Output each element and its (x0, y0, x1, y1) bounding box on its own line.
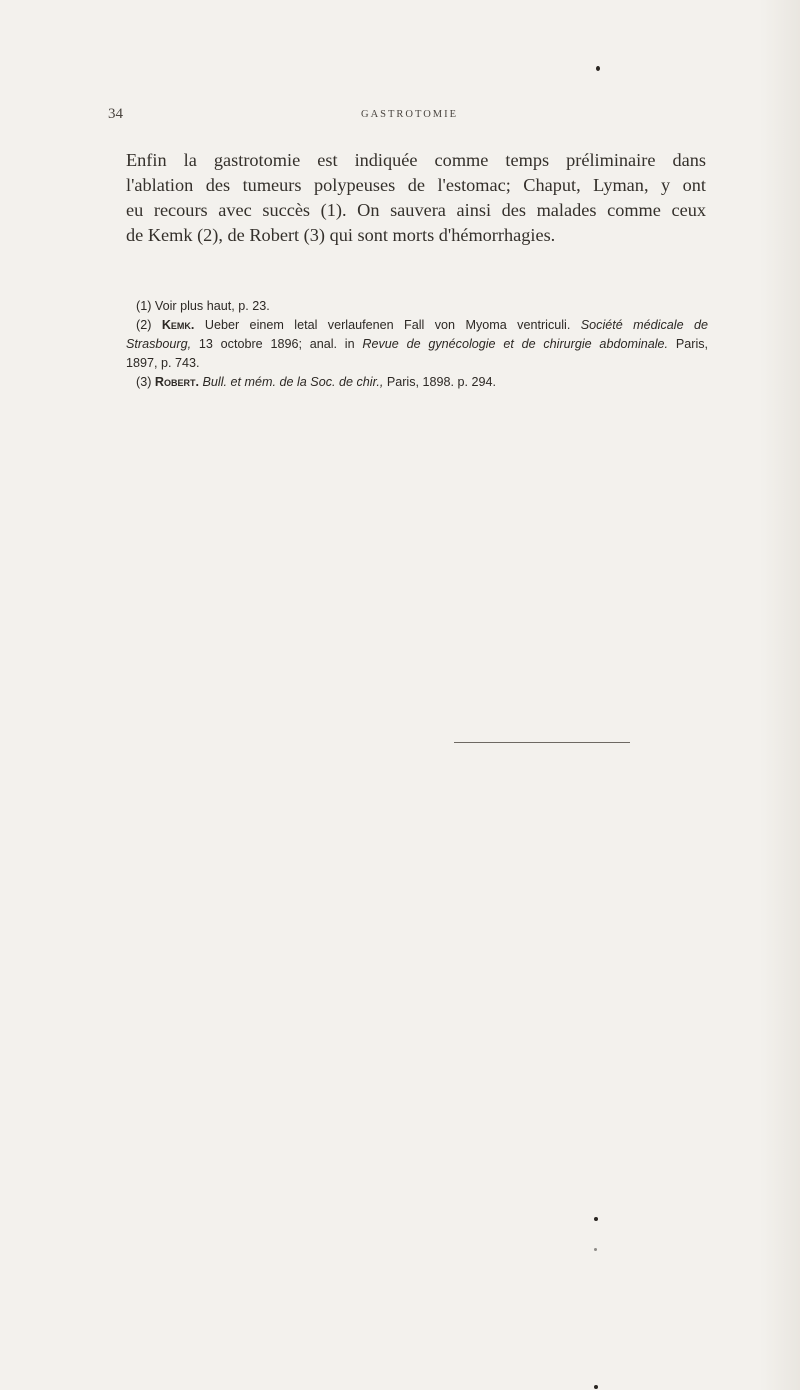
scan-speck (594, 1217, 598, 1221)
running-title: GASTROTOMIE (361, 109, 459, 120)
footnote-line (126, 373, 708, 392)
footnote-title: Ueber einem letal verlaufenen Fall von Myoma ventriculi. (204, 318, 571, 332)
footnote-line (126, 335, 708, 354)
footnote-place: Paris, (675, 337, 709, 351)
body-line: l'ablation des tumeurs polypeuses de l'estomac; Chaput, Lyman, y ont (126, 175, 706, 195)
footnote-journal: Bull. et mém. de la Soc. de chir., (202, 375, 384, 389)
page-edge-shade (760, 0, 800, 1390)
scan-speck (596, 66, 600, 71)
footnote-author: Robert. (154, 375, 199, 389)
page-number: 34 (108, 106, 123, 122)
body-line: Enfin la gastrotomie est indiquée comme temps préliminaire dans (126, 150, 706, 170)
body-line: eu recours avec succès (1). On sauvera ainsi des malades comme ceux (126, 200, 706, 220)
footnote-marker: (3) (136, 375, 152, 389)
footnotes (126, 297, 708, 392)
footnote-journal: Revue de gynécologie et de chirurgie abdominale. (362, 337, 669, 351)
footnote-author: Kemk. (161, 318, 195, 332)
footnote-1 (126, 297, 708, 316)
footnote-marker: (2) (136, 318, 152, 332)
scan-speck (594, 1385, 598, 1389)
footnote-date: 13 octobre 1896; anal. in (198, 337, 355, 351)
footnote-line: 1897, p. 743. (126, 356, 200, 370)
footnote-reference: Paris, 1898. p. 294. (386, 375, 497, 389)
scan-speck (594, 1248, 597, 1251)
page-header (108, 106, 708, 126)
footnote-3 (126, 373, 708, 392)
footnote-2 (126, 316, 708, 373)
body-line: de Kemk (2), de Robert (3) qui sont morts d'hémorrhagies. (126, 225, 556, 245)
body-paragraph (126, 148, 706, 248)
footnote-text: (1) Voir plus haut, p. 23. (136, 299, 270, 313)
footnote-line (126, 316, 708, 335)
bottom-rule (454, 742, 630, 743)
footnote-city: Strasbourg, (126, 337, 192, 351)
footnote-society: Société médicale de (580, 318, 709, 332)
